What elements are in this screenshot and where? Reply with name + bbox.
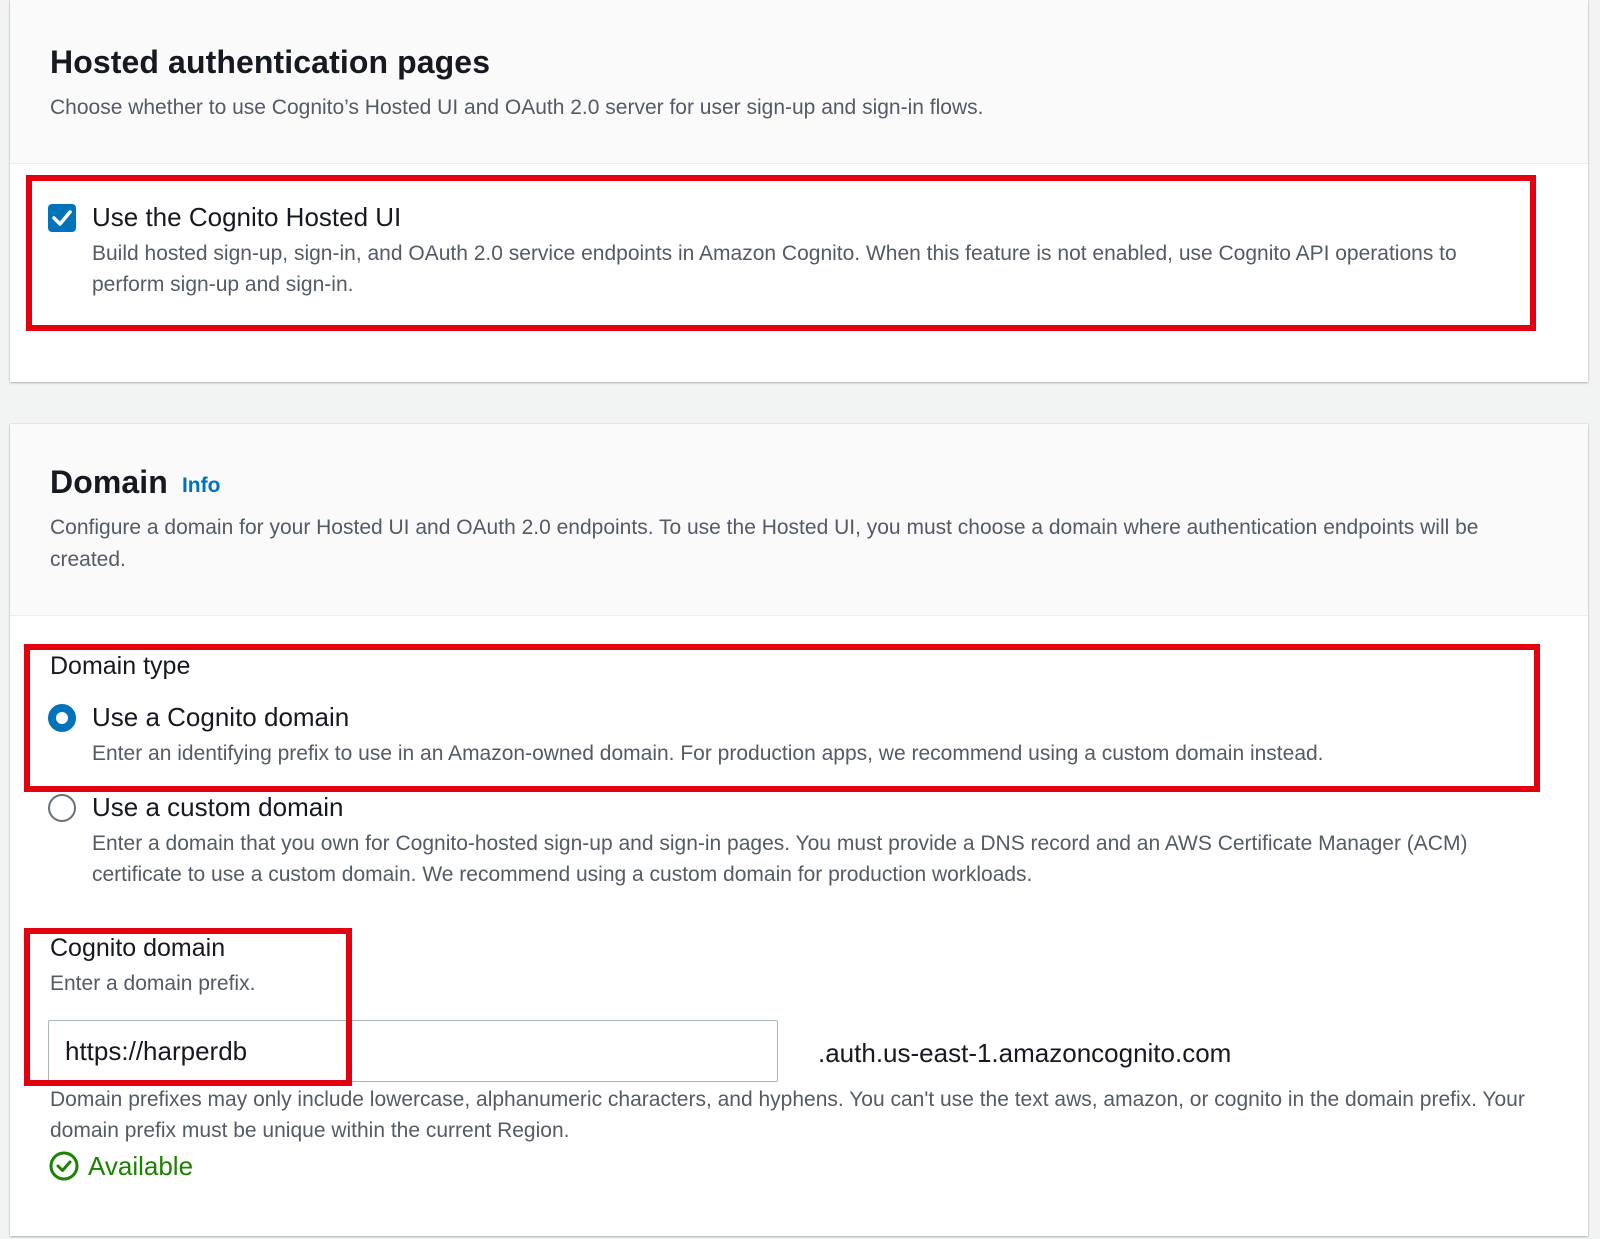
availability-status [48, 1150, 193, 1182]
hosted-auth-panel [10, 0, 1588, 382]
domain-title-row [50, 464, 220, 501]
cognito-domain-hint: Enter a domain prefix. [50, 972, 256, 995]
cognito-domain-input[interactable] [48, 1020, 778, 1082]
custom-domain-option-description: Enter a domain that you own for Cognito-hosted sign-up and sign-in pages. You must provide a DNS record and an AWS Certificate Manager (ACM) certificate to use a custom domain. We recommend using a custom domain for production workloads. [92, 832, 1468, 886]
hosted-auth-description: Choose whether to use Cognito’s Hosted UI and OAuth 2.0 server for user sign-up and sign-in flows. [50, 96, 984, 119]
domain-description: Configure a domain for your Hosted UI and OAuth 2.0 endpoints. To use the Hosted UI, you must choose a domain where authentication endpoints will be created. [50, 516, 1479, 571]
domain-panel [10, 424, 1588, 1236]
hosted-ui-checkbox[interactable] [48, 204, 76, 232]
cognito-domain-label: Cognito domain [50, 934, 226, 962]
domain-header [10, 424, 1588, 616]
domain-type-label: Domain type [50, 652, 191, 680]
domain-suffix: .auth.us-east-1.amazoncognito.com [818, 1038, 1232, 1068]
hosted-auth-title: Hosted authentication pages [50, 44, 491, 80]
hosted-ui-label: Use the Cognito Hosted UI [92, 202, 402, 232]
cognito-domain-option[interactable] [48, 702, 1528, 772]
cognito-domain-option-description: Enter an identifying prefix to use in an Amazon-owned domain. For production apps, we recommend using a custom domain instead. [92, 742, 1324, 765]
hosted-ui-description: Build hosted sign-up, sign-in, and OAuth 2.0 service endpoints in Amazon Cognito. When this feature is not enabled, use Cognito API operations to perform sign-up and sign-in. [92, 242, 1457, 296]
domain-prefix-constraint: Domain prefixes may only include lowercase, alphanumeric characters, and hyphens. You can't use the text aws, amazon, or cognito in the domain prefix. Your domain prefix must be unique within the current Region. [50, 1088, 1525, 1142]
hosted-ui-option[interactable] [48, 202, 1528, 302]
checkmark-icon [48, 204, 76, 232]
custom-domain-option-label: Use a custom domain [92, 792, 344, 822]
availability-status-text: Available [88, 1150, 194, 1181]
cognito-domain-option-label: Use a Cognito domain [92, 702, 350, 732]
custom-domain-radio[interactable] [48, 794, 76, 822]
cognito-domain-radio[interactable] [48, 704, 76, 732]
domain-title: Domain [50, 464, 168, 500]
hosted-auth-header [10, 0, 1588, 164]
custom-domain-option[interactable] [48, 792, 1528, 892]
check-circle-icon [48, 1150, 80, 1182]
domain-info-link[interactable]: Info [181, 473, 221, 497]
